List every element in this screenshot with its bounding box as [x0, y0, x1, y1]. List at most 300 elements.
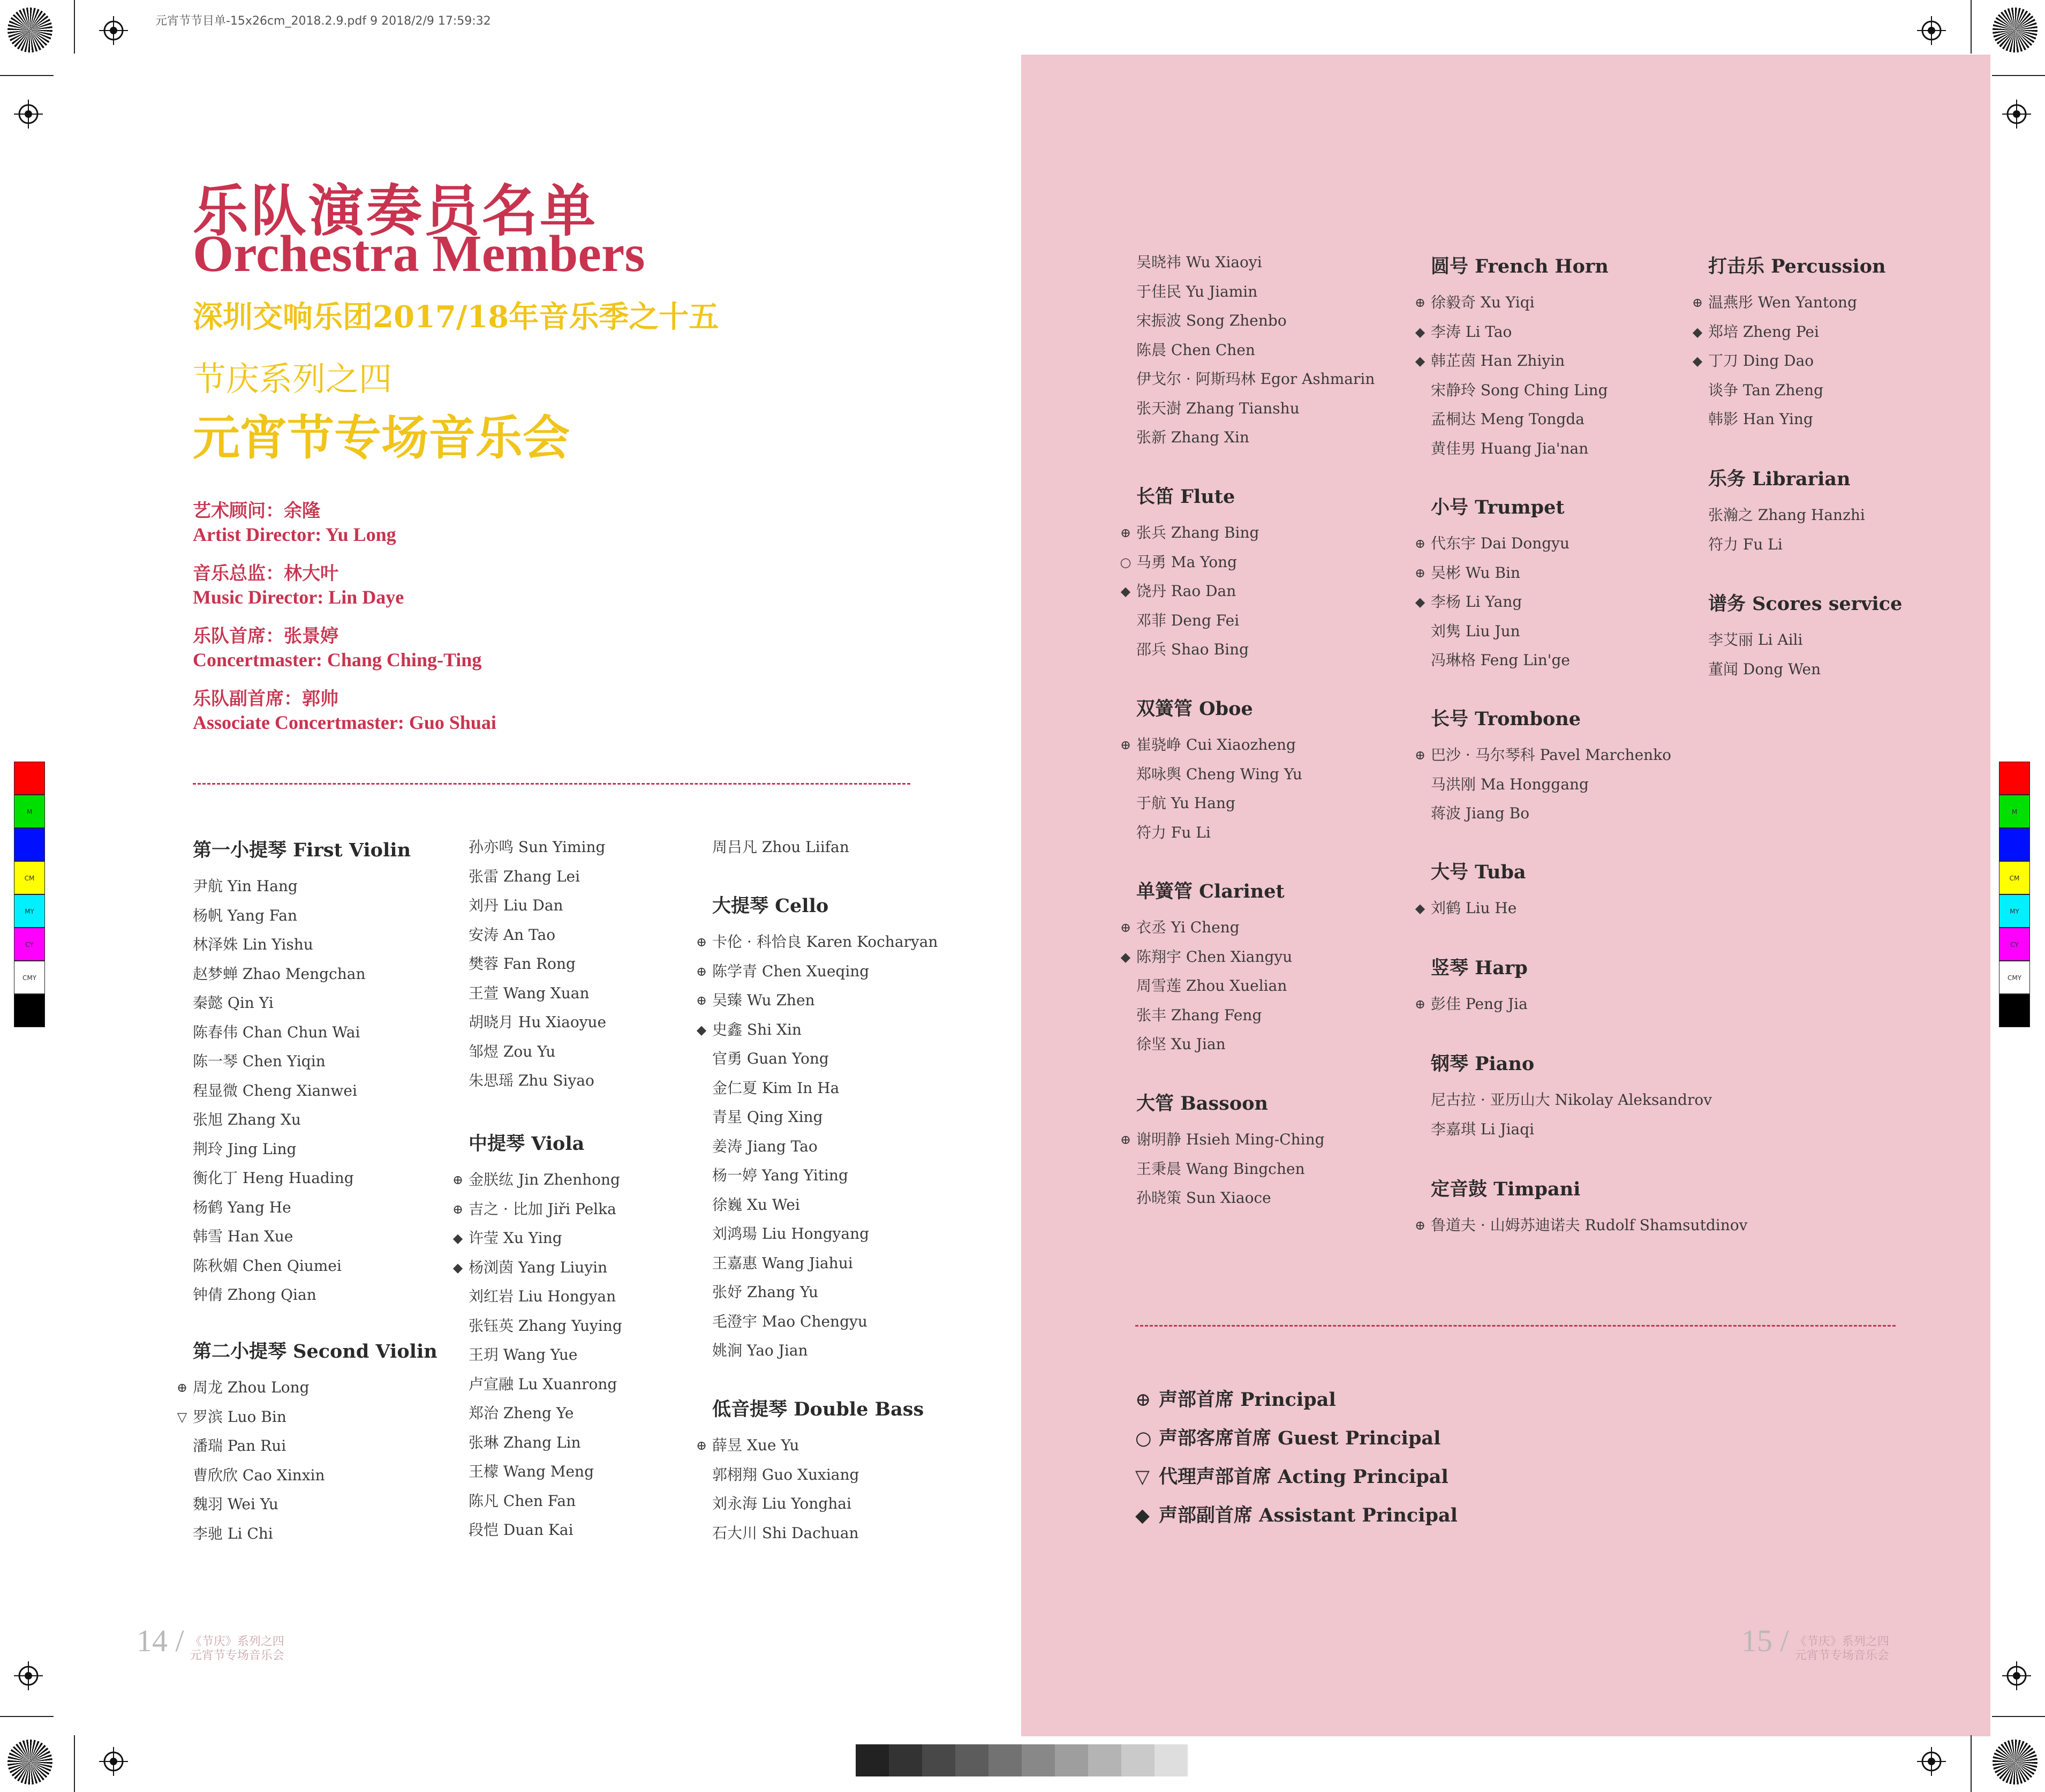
gray-swatch [1022, 1744, 1055, 1776]
section-scores-service [1708, 589, 1987, 684]
member-name: 韩影 Han Ying [1708, 410, 1813, 428]
member-entry [193, 930, 471, 960]
role-symbol-icon: ⊕ [696, 963, 707, 979]
role-symbol-icon: ⊕ [452, 1201, 464, 1217]
member-name: 官勇 Guan Yong [712, 1050, 829, 1067]
member-entry [1708, 405, 1987, 434]
member-name: 荆玲 Jing Ling [193, 1140, 297, 1158]
member-name: 吴彬 Wu Bin [1431, 563, 1521, 582]
legend-row-assistant-principal [1135, 1496, 1458, 1535]
member-name: 刘隽 Liu Jun [1431, 622, 1520, 640]
member-name: 张旭 Zhang Xu [193, 1111, 301, 1128]
member-entry [1414, 288, 1709, 318]
member-name: 韩雪 Han Xue [193, 1228, 293, 1245]
section-viola [452, 1129, 747, 1545]
section-heading: 打击乐 Percussion [1708, 255, 1886, 277]
member-entry [1136, 1001, 1415, 1030]
trim-line [1992, 1716, 2045, 1717]
credit-artist-director [193, 499, 396, 546]
gray-swatch [889, 1744, 922, 1776]
section-second-violin [176, 1337, 471, 1548]
color-swatch [1999, 762, 2030, 795]
member-name: 韩芷茵 Han Zhiyin [1431, 352, 1565, 370]
gray-swatch [1121, 1744, 1154, 1776]
member-entry [712, 1336, 991, 1366]
member-name: 邹煜 Zou Yu [469, 1042, 556, 1060]
member-name: 刘永海 Liu Yonghai [712, 1495, 851, 1512]
section-viola-continued [712, 833, 991, 862]
principal-symbol-icon: ⊕ [1135, 1389, 1151, 1411]
member-entry [1692, 347, 1987, 376]
member-entry [1136, 336, 1415, 365]
divider [1135, 1325, 1896, 1327]
role-symbol-icon: ⊕ [1120, 920, 1131, 935]
member-entry [469, 1341, 747, 1370]
legend-row-acting-principal [1135, 1458, 1458, 1496]
role-symbol-icon: ⊕ [1414, 997, 1426, 1012]
section-cello [696, 891, 991, 1366]
color-swatch: CMY [14, 961, 45, 994]
credit-cn: 艺术顾问：余隆 [193, 500, 320, 522]
member-entry [1136, 606, 1415, 636]
role-symbol-icon: ◆ [1415, 901, 1425, 916]
member-name: 钟倩 Zhong Qian [193, 1286, 316, 1304]
member-name: 杨帆 Yang Fan [193, 906, 298, 924]
member-name: 陈凡 Chen Fan [469, 1492, 576, 1510]
legend-row-guest-principal [1135, 1419, 1458, 1458]
legend-text: 声部副首席 Assistant Principal [1159, 1504, 1458, 1526]
folio-line: 元宵节专场音乐会 [190, 1648, 284, 1662]
color-swatch: CY [1999, 928, 2030, 961]
member-name: 曹欣欣 Cao Xinxin [193, 1466, 325, 1484]
folio-line: 元宵节专场音乐会 [1794, 1648, 1889, 1662]
member-entry [469, 1312, 747, 1341]
credit-cn: 音乐总监：林大叶 [193, 563, 338, 584]
member-name: 吴臻 Wu Zhen [712, 991, 815, 1009]
member-entry [1120, 577, 1415, 606]
registration-mark-icon [14, 1661, 43, 1690]
registration-mark-icon [2002, 1661, 2031, 1690]
gray-calibration-bar [856, 1744, 1188, 1776]
role-symbol-icon: ⊕ [696, 935, 707, 950]
member-entry [1136, 365, 1415, 394]
member-name: 代东宇 Dai Dongyu [1431, 534, 1570, 552]
member-entry [712, 1191, 991, 1220]
member-entry [469, 833, 747, 862]
member-entry [469, 1399, 747, 1428]
role-symbol-icon: ◆ [452, 1231, 463, 1246]
section-heading: 中提琴 Viola [469, 1133, 585, 1155]
member-name: 巴沙 · 马尔琴科 Pavel Marchenko [1431, 746, 1672, 764]
member-name: 史鑫 Shi Xin [712, 1020, 802, 1038]
section-double-bass-continued [1136, 248, 1415, 453]
credit-cn: 乐队首席：张景婷 [193, 626, 338, 647]
member-entry [1414, 990, 1709, 1019]
credit-en: Music Director: Lin Daye [193, 586, 404, 608]
member-entry [469, 1282, 747, 1312]
page-title-en: Orchestra Members [193, 225, 645, 283]
member-entry [177, 1403, 471, 1432]
legend-text: 声部客席首席 Guest Principal [1159, 1427, 1441, 1449]
role-symbol-icon: ◆ [1120, 949, 1131, 965]
member-name: 马洪刚 Ma Honggang [1431, 775, 1589, 793]
member-name: 张天澍 Zhang Tianshu [1136, 399, 1300, 417]
color-swatch [14, 994, 45, 1027]
member-name: 刘鹤 Liu He [1431, 899, 1517, 917]
section-heading: 竖琴 Harp [1431, 957, 1528, 979]
trim-line [1992, 75, 2045, 76]
member-entry [1431, 617, 1709, 646]
member-entry [1431, 405, 1709, 434]
section-heading: 双簧管 Oboe [1136, 698, 1253, 720]
member-name: 王嘉惠 Wang Jiahui [712, 1254, 853, 1272]
trim-line [1971, 0, 1972, 54]
member-entry [469, 1457, 747, 1487]
role-symbol-icon: ◆ [1120, 584, 1131, 599]
role-symbol-icon: ⊕ [1414, 536, 1426, 551]
section-timpani [1414, 1174, 1748, 1240]
member-name: 于航 Yu Hang [1136, 794, 1235, 812]
member-entry [193, 1164, 471, 1193]
member-name: 王萱 Wang Xuan [469, 984, 590, 1002]
section-tuba [1415, 857, 1709, 923]
page-number: 14 / [137, 1623, 184, 1658]
trim-line [1971, 1735, 1972, 1792]
member-entry [712, 1044, 991, 1074]
color-swatch: CY [14, 928, 45, 961]
page-title-cn: 乐队演奏员名单 [193, 178, 598, 244]
member-name: 陈一琴 Chen Yiqin [193, 1052, 326, 1070]
legend-row-principal [1135, 1381, 1458, 1419]
member-name: 许莹 Xu Ying [469, 1229, 562, 1247]
member-entry [1136, 423, 1415, 453]
section-clarinet [1120, 877, 1415, 1059]
guest-principal-symbol-icon: ○ [1135, 1428, 1152, 1449]
section-trombone [1414, 704, 1709, 829]
member-entry [1136, 306, 1415, 336]
member-entry [193, 1018, 471, 1048]
member-entry [712, 1249, 991, 1278]
gray-swatch [1154, 1744, 1188, 1776]
role-symbol-icon: ⊕ [1414, 565, 1426, 581]
trim-line [74, 0, 75, 54]
member-entry [452, 1253, 747, 1283]
member-name: 朱思瑶 Zhu Siyao [469, 1072, 594, 1089]
folio-line: 《节庆》系列之四 [190, 1635, 284, 1648]
member-entry [696, 957, 991, 987]
member-entry [1415, 347, 1709, 376]
member-name: 温燕彤 Wen Yantong [1708, 293, 1858, 311]
member-entry [469, 862, 747, 892]
member-entry [1415, 318, 1709, 347]
credit-en: Artist Director: Yu Long [193, 524, 396, 545]
member-name: 金朕纮 Jin Zhenhong [469, 1171, 620, 1188]
member-entry [193, 1047, 471, 1076]
section-heading: 定音鼓 Timpani [1431, 1178, 1581, 1200]
legend [1135, 1381, 1458, 1535]
color-calibration-bar-right [1999, 762, 2030, 1027]
member-entry [1136, 277, 1415, 307]
season-subtitle: 深圳交响乐团2017/18年音乐季之十五 [193, 299, 719, 335]
member-name: 王秉晨 Wang Bingchen [1136, 1159, 1305, 1178]
member-name: 马勇 Ma Yong [1136, 553, 1237, 571]
folio-line: 《节庆》系列之四 [1794, 1635, 1889, 1648]
member-name: 卢宣融 Lu Xuanrong [469, 1375, 617, 1393]
trim-line [0, 75, 54, 76]
member-entry [1415, 894, 1709, 923]
member-entry [1431, 376, 1709, 405]
section-first-violin [193, 835, 471, 1310]
member-name: 张雷 Zhang Lei [469, 867, 580, 885]
member-entry [469, 1487, 747, 1516]
section-double-bass [696, 1395, 991, 1548]
member-entry [1136, 972, 1415, 1001]
member-entry [712, 833, 991, 862]
role-symbol-icon: ◆ [696, 1022, 707, 1037]
credit-en: Associate Concertmaster: Guo Shuai [193, 712, 496, 733]
color-swatch [14, 762, 45, 795]
starburst-mark-icon [7, 7, 52, 52]
member-name: 刘红岩 Liu Hongyan [469, 1287, 616, 1305]
member-entry [1708, 501, 1987, 530]
member-name: 冯琳格 Feng Lin'ge [1431, 651, 1570, 669]
role-symbol-icon: ◆ [452, 1260, 463, 1275]
section-flute [1120, 482, 1415, 665]
member-entry [1414, 1211, 1748, 1240]
member-entry [452, 1165, 747, 1195]
role-symbol-icon: ▽ [177, 1409, 187, 1425]
role-symbol-icon: ◆ [1415, 324, 1425, 340]
member-name: 金仁夏 Kim In Ha [712, 1079, 840, 1097]
member-entry [712, 1489, 991, 1519]
member-name: 蒋波 Jiang Bo [1431, 804, 1530, 822]
registration-mark-icon [99, 1747, 128, 1776]
member-entry [1120, 913, 1415, 943]
member-entry [1692, 288, 1987, 318]
section-heading: 单簧管 Clarinet [1136, 880, 1285, 902]
member-entry [469, 891, 747, 921]
role-symbol-icon: ⊕ [696, 993, 707, 1008]
member-name: 张琳 Zhang Lin [469, 1433, 581, 1451]
section-heading: 圆号 French Horn [1431, 255, 1609, 277]
role-symbol-icon: ⊕ [1414, 295, 1426, 310]
member-name: 鲁道夫 · 山姆苏迪诺夫 Rudolf Shamsutdinov [1431, 1216, 1748, 1234]
color-swatch: CMY [1999, 961, 2030, 994]
member-name: 李杨 Li Yang [1431, 593, 1522, 611]
member-name: 谈争 Tan Zheng [1708, 381, 1824, 399]
member-name: 陈秋媚 Chen Qiumei [193, 1256, 342, 1275]
member-entry [1431, 1115, 1709, 1145]
role-symbol-icon: ⊕ [1692, 295, 1703, 310]
gray-swatch [955, 1744, 988, 1776]
folio-text [190, 1635, 284, 1663]
member-entry [696, 1015, 991, 1045]
member-name: 张瀚之 Zhang Hanzhi [1708, 506, 1865, 524]
member-name: 丁刀 Ding Dao [1708, 352, 1814, 370]
member-entry [1431, 799, 1709, 829]
member-name: 郑培 Zheng Pei [1708, 322, 1819, 341]
role-symbol-icon: ⊕ [1120, 737, 1131, 752]
member-name: 程显微 Cheng Xianwei [193, 1081, 357, 1100]
member-name: 于佳民 Yu Jiamin [1136, 282, 1258, 300]
member-name: 孙亦鸣 Sun Yiming [469, 838, 606, 856]
member-entry [193, 1076, 471, 1106]
series-subtitle: 节庆系列之四 [193, 359, 393, 398]
member-entry [1120, 731, 1415, 760]
member-entry [1414, 741, 1709, 770]
color-swatch: M [14, 795, 45, 828]
member-name: 郑咏舆 Cheng Wing Yu [1136, 765, 1302, 783]
member-entry [193, 1222, 471, 1252]
section-piano [1431, 1049, 1712, 1144]
role-symbol-icon: ◆ [1692, 353, 1703, 368]
color-swatch: MY [1999, 894, 2030, 928]
member-entry [1431, 1086, 1712, 1115]
member-name: 薛昱 Xue Yu [712, 1436, 799, 1454]
member-entry [193, 1432, 471, 1461]
section-heading: 第一小提琴 First Violin [193, 839, 411, 861]
section-bassoon [1120, 1089, 1415, 1213]
member-entry [452, 1224, 747, 1253]
concert-title: 元宵节专场音乐会 [193, 410, 570, 465]
member-name: 黄佳男 Huang Jia'nan [1431, 439, 1589, 457]
color-swatch: CM [14, 861, 45, 894]
trim-line [74, 1735, 75, 1792]
member-name: 衣丞 Yi Cheng [1136, 918, 1240, 936]
member-name: 衡化丁 Heng Huading [193, 1169, 354, 1187]
member-name: 周龙 Zhou Long [193, 1379, 310, 1396]
role-symbol-icon: ◆ [1415, 353, 1425, 368]
member-name: 胡晓月 Hu Xiaoyue [469, 1013, 607, 1031]
member-entry [193, 1252, 471, 1281]
credit-cn: 乐队副首席：郭帅 [193, 688, 338, 710]
member-name: 潘瑞 Pan Rui [193, 1437, 286, 1455]
registration-mark-icon [1917, 16, 1946, 45]
member-entry [1431, 646, 1709, 675]
member-entry [469, 1516, 747, 1545]
member-entry [1136, 760, 1415, 789]
member-name: 张丰 Zhang Feng [1136, 1006, 1262, 1024]
member-name: 孙晓策 Sun Xiaoce [1136, 1189, 1271, 1207]
section-trumpet [1414, 493, 1709, 675]
member-name: 陈晨 Chen Chen [1136, 341, 1255, 359]
divider [193, 783, 910, 785]
section-french-horn [1414, 252, 1709, 463]
member-name: 吉之 · 比加 Jiři Pelka [469, 1200, 616, 1218]
member-name: 赵梦蝉 Zhao Mengchan [193, 965, 366, 983]
member-entry [712, 1219, 991, 1249]
page-number-left [137, 1623, 284, 1663]
member-name: 徐坚 Xu Jian [1136, 1035, 1226, 1053]
member-entry [712, 1460, 991, 1490]
member-entry [1414, 529, 1709, 559]
folio-text [1795, 1635, 1889, 1663]
member-entry [176, 1373, 471, 1403]
role-symbol-icon: ⊕ [1414, 748, 1426, 763]
member-entry [1136, 1030, 1415, 1059]
member-name: 青星 Qing Xing [712, 1108, 823, 1126]
member-name: 秦懿 Qin Yi [193, 994, 274, 1012]
member-name: 吴晓祎 Wu Xiaoyi [1136, 253, 1262, 271]
member-name: 姜涛 Jiang Tao [712, 1137, 818, 1155]
member-entry [193, 1281, 471, 1310]
color-swatch [1999, 828, 2030, 861]
credit-music-director [193, 562, 404, 609]
member-name: 王檬 Wang Meng [469, 1463, 594, 1480]
member-entry [1120, 518, 1415, 548]
credit-en: Concertmaster: Chang Ching-Ting [193, 649, 482, 671]
color-swatch: CM [1999, 861, 2030, 894]
member-entry [1136, 248, 1415, 277]
member-name: 尼古拉 · 亚历山大 Nikolay Aleksandrov [1431, 1091, 1712, 1109]
gray-swatch [922, 1744, 955, 1776]
member-name: 陈学青 Chen Xueqing [712, 962, 870, 980]
member-name: 郭栩翔 Guo Xuxiang [712, 1465, 859, 1484]
section-heading: 大管 Bassoon [1136, 1093, 1268, 1115]
member-name: 陈春伟 Chan Chun Wai [193, 1023, 360, 1041]
color-swatch [1999, 994, 2030, 1027]
member-name: 王玥 Wang Yue [469, 1346, 578, 1364]
member-name: 宋振波 Song Zhenbo [1136, 312, 1287, 329]
member-name: 樊蓉 Fan Rong [469, 955, 576, 973]
member-entry [1136, 394, 1415, 424]
member-name: 孟桐达 Meng Tongda [1431, 410, 1584, 428]
starburst-mark-icon [7, 1740, 52, 1785]
role-symbol-icon: ◆ [1692, 324, 1703, 340]
section-heading: 钢琴 Piano [1431, 1053, 1535, 1075]
section-percussion [1692, 252, 1987, 434]
member-name: 杨浏茵 Yang Liuyin [469, 1258, 608, 1276]
section-librarian [1708, 464, 1987, 559]
member-entry [1120, 1125, 1415, 1155]
member-name: 卡伦 · 科恰良 Karen Kocharyan [712, 933, 938, 951]
member-name: 段恺 Duan Kai [469, 1521, 573, 1539]
member-name: 安涛 An Tao [469, 925, 556, 944]
member-entry [1136, 818, 1415, 848]
member-name: 徐毅奇 Xu Yiqi [1431, 293, 1535, 311]
section-heading: 小号 Trumpet [1431, 496, 1565, 518]
member-entry [1120, 943, 1415, 972]
trim-line [0, 1716, 54, 1717]
member-name: 姚涧 Yao Jian [712, 1342, 808, 1359]
member-entry [1431, 434, 1709, 464]
member-entry [1708, 626, 1987, 655]
color-swatch [14, 828, 45, 861]
member-entry [193, 989, 471, 1018]
member-entry [193, 960, 471, 989]
member-entry [193, 1519, 471, 1549]
member-name: 周吕凡 Zhou Liifan [712, 838, 849, 856]
member-entry [1431, 770, 1709, 800]
role-symbol-icon: ○ [1120, 554, 1131, 570]
member-name: 张钰英 Zhang Yuying [469, 1316, 622, 1335]
member-entry [469, 1066, 747, 1096]
member-entry [1708, 530, 1987, 560]
member-entry [1692, 318, 1987, 347]
member-name: 彭佳 Peng Jia [1431, 995, 1528, 1013]
section-heading: 乐务 Librarian [1708, 468, 1851, 490]
member-name: 饶丹 Rao Dan [1136, 582, 1236, 600]
legend-text: 代理声部首席 Acting Principal [1159, 1466, 1448, 1488]
gray-swatch [856, 1744, 889, 1776]
member-name: 符力 Fu Li [1136, 823, 1211, 841]
color-swatch: M [1999, 795, 2030, 828]
member-entry [469, 1370, 747, 1399]
section-heading: 大号 Tuba [1431, 861, 1526, 883]
role-symbol-icon: ⊕ [696, 1438, 707, 1453]
member-name: 李艾丽 Li Aili [1708, 631, 1803, 649]
page-number: 15 / [1741, 1623, 1789, 1658]
